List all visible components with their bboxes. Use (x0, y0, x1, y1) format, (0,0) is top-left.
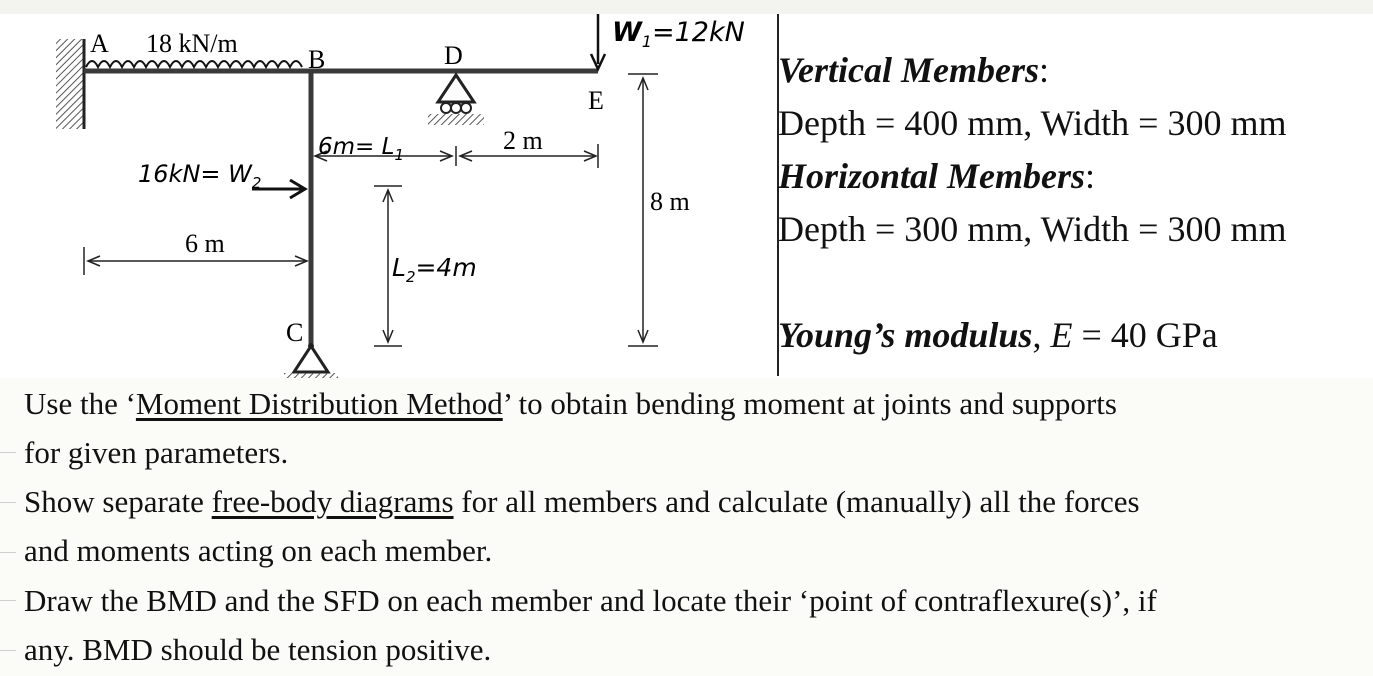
instruction-line-5: Draw the BMD and the SFD on each member and locate their ‘point of contraflexure(s)’, if (24, 583, 1157, 618)
pin-support-c (294, 346, 328, 372)
modulus-value: = 40 GPa (1081, 315, 1218, 355)
label-c: C (286, 318, 304, 347)
pin-c (308, 343, 314, 349)
roller-support-d (438, 75, 474, 102)
label-w1: $W_1=12kN$ (612, 17, 745, 51)
ground-hatch-d (428, 114, 484, 125)
label-l1: $6m= L_1$ (318, 134, 404, 164)
problem-sheet (0, 14, 1373, 676)
vertical-members-dims: Depth = 400 mm, Width = 300 mm (778, 103, 1287, 143)
vertical-members-heading: Vertical Members (778, 50, 1039, 90)
label-dim-6m: 6 m (185, 229, 225, 258)
horizontal-members-heading: Horizontal Members (778, 156, 1086, 196)
instruction-line-6: any. BMD should be tension positive. (24, 632, 492, 667)
label-e: E (588, 86, 604, 115)
free-body-diagrams-term: free-body diagrams (211, 484, 454, 519)
label-w2: $16kN= W_2$ (138, 160, 262, 192)
label-udl: 18 kN/m (146, 29, 238, 58)
youngs-modulus-heading: Young’s modulus (778, 315, 1033, 355)
horizontal-members-dims: Depth = 300 mm, Width = 300 mm (778, 209, 1287, 249)
roller-wheel-2 (451, 103, 461, 113)
instruction-line-3: Show separate free-body diagrams for all members and calculate (manually) all the forces (24, 484, 1140, 519)
instruction-line-1: Use the ‘Moment Distribution Method’ to obtain bending moment at joints and supports (24, 386, 1117, 421)
instruction-line-2: for given parameters. (24, 435, 289, 470)
instructions (0, 378, 1373, 676)
youngs-modulus-row: Young’s modulus, E = 40 GPa (778, 315, 1218, 355)
label-b: B (308, 45, 326, 74)
moment-distribution-method-term: Moment Distribution Method (135, 386, 503, 421)
roller-wheel-3 (461, 103, 471, 113)
label-d: D (444, 41, 463, 70)
modulus-symbol: E (1050, 315, 1073, 355)
label-l2: $L_2=4m$ (392, 253, 477, 286)
frame-diagram (0, 14, 780, 386)
udl-loops (86, 61, 302, 67)
label-dim-8m: 8 m (650, 187, 690, 216)
label-a: A (90, 29, 109, 58)
vertical-members-heading-row: Vertical Members: (778, 50, 1049, 90)
roller-wheel-1 (441, 103, 451, 113)
horizontal-members-heading-row: Horizontal Members: (778, 156, 1096, 196)
label-dim-2m: 2 m (503, 126, 543, 155)
instruction-line-4: and moments acting on each member. (24, 533, 493, 568)
member-properties (778, 44, 1368, 362)
fixed-support-a (56, 39, 83, 129)
